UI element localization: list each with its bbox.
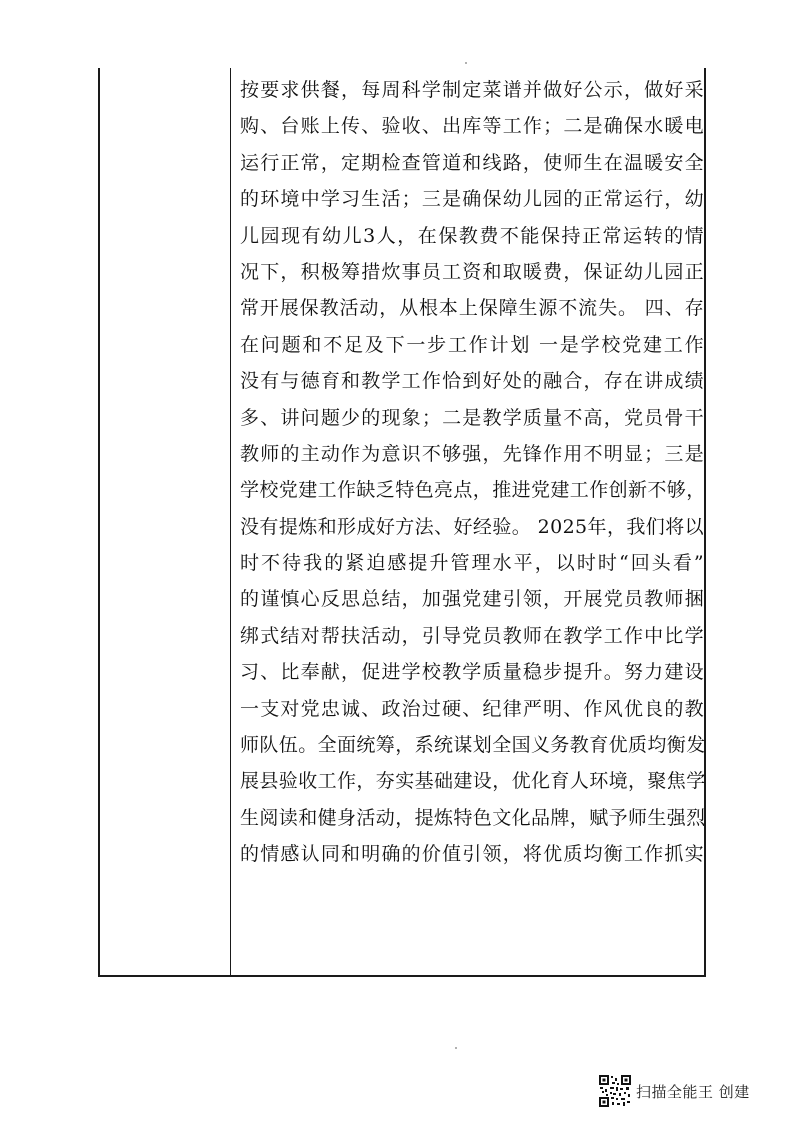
content-table (98, 68, 706, 977)
table-left-cell (100, 68, 230, 975)
paragraph-line: 按要求供餐，每周科学制定菜谱并做好公示，做好采 (240, 79, 704, 101)
scan-speck (465, 62, 467, 64)
paragraph-line: 一支对党忠诚、政治过硬、纪律严明、作风优良的教 (240, 697, 704, 720)
paragraph-line: 在问题和不足及下一步工作计划 一是学校党建工作 (240, 333, 704, 356)
paragraph-line: 展县验收工作，夯实基础建设，优化育人环境，聚焦学 (240, 770, 706, 793)
paragraph-line: 的环境中学习生活；三是确保幼儿园的正常运行，幼 (240, 188, 704, 211)
paragraph-line: 的情感认同和明确的价值引领，将优质均衡工作抓实 (240, 843, 704, 866)
paragraph-line: 运行正常，定期检查管道和线路，使师生在温暖安全 (240, 151, 704, 174)
paragraph-line: 没有提炼和形成好方法、好经验。 2025年，我们将以 (240, 515, 704, 538)
scan-speck (455, 1047, 457, 1049)
paragraph-line: 绑式结对帮扶活动，引导党员教师在教学工作中比学 (240, 624, 704, 647)
scanner-watermark (598, 1073, 750, 1109)
paragraph-line: 购、台账上传、验收、出库等工作；二是确保水暖电 (240, 115, 704, 138)
paragraph-line: 的谨慎心反思总结，加强党建引领，开展党员教师捆 (240, 588, 704, 611)
paragraph-line: 教师的主动作为意识不够强，先锋作用不明显；三是 (240, 442, 704, 465)
paragraph-line: 师队伍。全面统筹，系统谋划全国义务教育优质均衡发 (240, 734, 706, 757)
paragraph-line: 学校党建工作缺乏特色亮点，推进党建工作创新不够， (240, 479, 706, 502)
table-content-cell (240, 72, 704, 873)
paragraph-line: 常开展保教活动，从根本上保障生源不流失。 四、存 (240, 297, 704, 320)
paragraph-line: 儿园现有幼儿3人，在保教费不能保持正常运转的情 (240, 224, 704, 247)
paragraph-line: 生阅读和健身活动，提炼特色文化品牌，赋予师生强烈 (240, 806, 706, 829)
qr-code-icon (598, 1074, 632, 1108)
watermark-label: 扫描全能王 创建 (636, 1082, 750, 1101)
column-divider (230, 68, 231, 975)
paragraph-line: 时不待我的紧迫感提升管理水平，以时时“回头看” (240, 552, 704, 575)
paragraph-line: 多、讲问题少的现象；二是教学质量不高，党员骨干 (240, 406, 704, 429)
paragraph-line: 况下，积极筹措炊事员工资和取暖费，保证幼儿园正 (240, 260, 704, 283)
paragraph-line: 习、比奉献，促进学校教学质量稳步提升。努力建设 (240, 661, 704, 684)
paragraph-line: 没有与德育和教学工作恰到好处的融合，存在讲成绩 (240, 370, 704, 393)
